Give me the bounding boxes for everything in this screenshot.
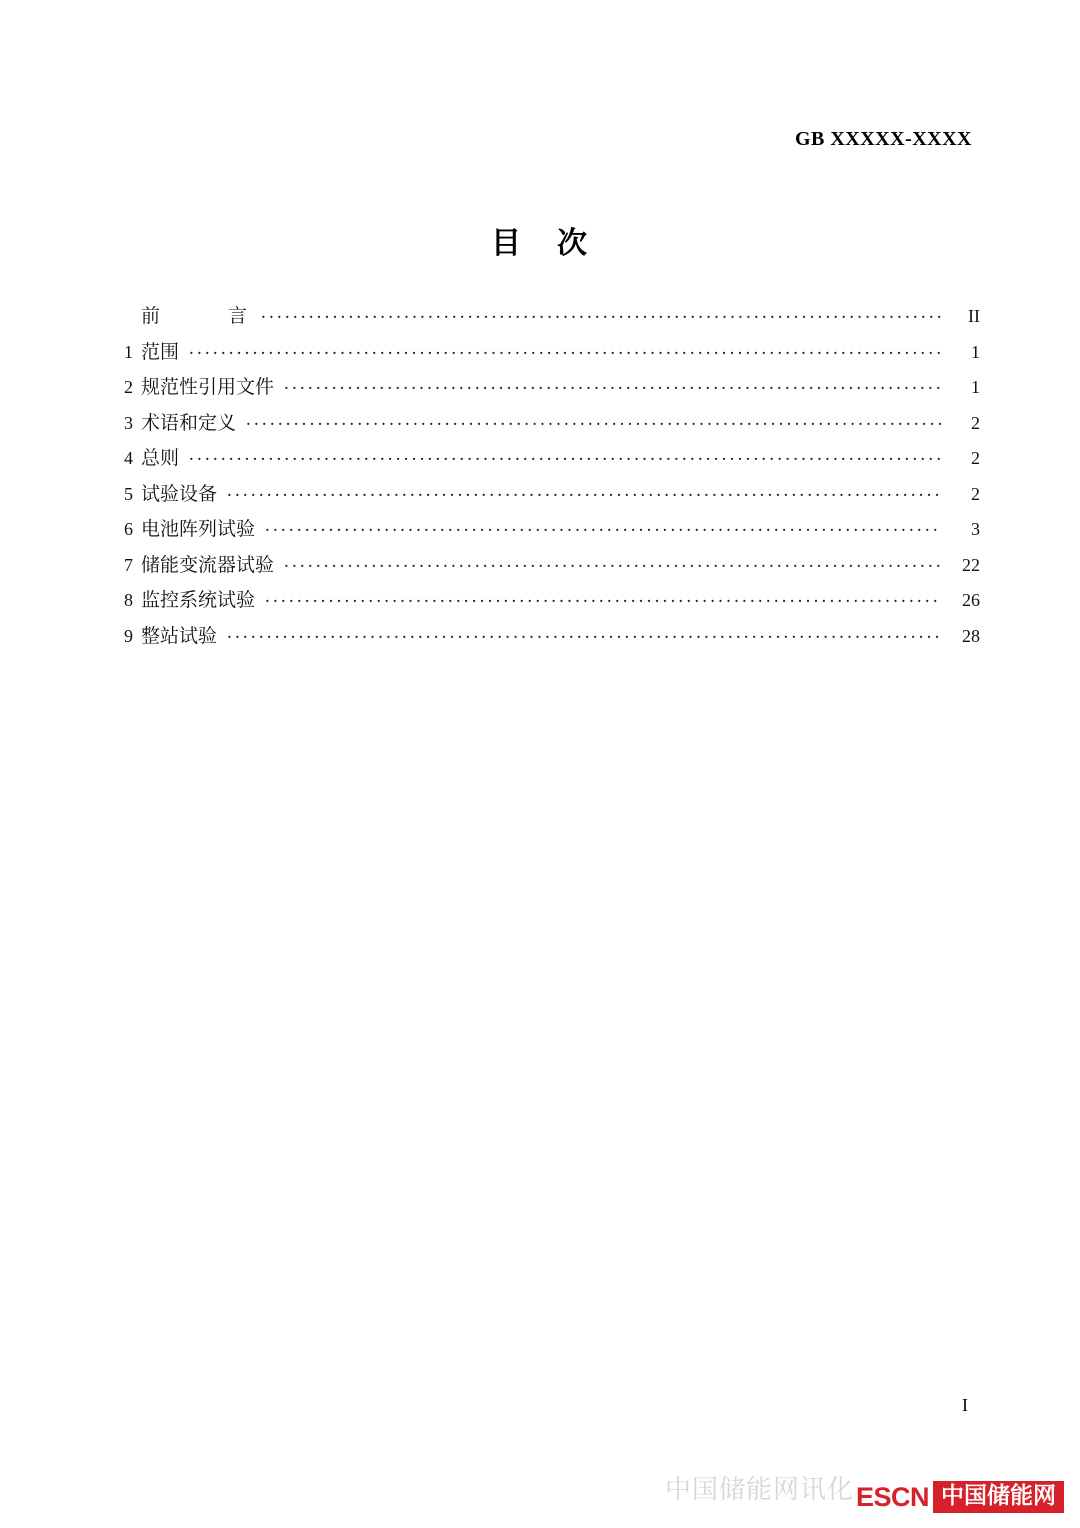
toc-entry-label: 总则 bbox=[141, 447, 180, 469]
toc-entry-number: 6 bbox=[124, 519, 133, 539]
toc-entry-label: 规范性引用文件 bbox=[141, 376, 275, 398]
watermark bbox=[664, 1474, 1064, 1520]
table-of-contents bbox=[124, 306, 980, 661]
watermark-brand-cn: 中国储能网 bbox=[933, 1481, 1064, 1513]
toc-entry-label: 前 言 bbox=[141, 305, 258, 327]
toc-entry-page: 28 bbox=[962, 625, 980, 646]
watermark-brand-latin: ESCN bbox=[855, 1481, 929, 1512]
toc-leader-dots bbox=[261, 306, 942, 322]
toc-leader-dots bbox=[227, 484, 942, 500]
toc-entry-number: 9 bbox=[124, 625, 133, 646]
toc-leader-dots bbox=[284, 555, 942, 571]
toc-leader-dots bbox=[227, 626, 942, 642]
toc-entry-4[interactable] bbox=[124, 448, 980, 468]
toc-leader-dots bbox=[284, 377, 942, 393]
toc-entry-number: 1 bbox=[124, 341, 133, 362]
toc-leader-dots bbox=[265, 590, 942, 606]
toc-entry-preface[interactable] bbox=[124, 306, 980, 326]
toc-leader-dots bbox=[189, 448, 942, 464]
toc-leader-dots bbox=[189, 342, 942, 358]
toc-entry-number: 8 bbox=[124, 590, 133, 610]
toc-entry-page: 2 bbox=[971, 448, 980, 468]
toc-entry-page: 26 bbox=[962, 590, 980, 610]
toc-entry-page: 1 bbox=[971, 341, 980, 362]
toc-entry-label: 术语和定义 bbox=[141, 411, 237, 434]
standard-code-header: GB XXXXX-XXXX bbox=[794, 128, 972, 150]
toc-entry-5[interactable] bbox=[124, 484, 980, 504]
toc-entry-label: 储能变流器试验 bbox=[141, 553, 275, 576]
toc-entry-page: 3 bbox=[971, 519, 980, 539]
toc-entry-page: 2 bbox=[971, 483, 980, 504]
toc-entry-page: 22 bbox=[962, 554, 980, 575]
toc-entry-number: 3 bbox=[124, 412, 133, 433]
toc-entry-number: 4 bbox=[124, 448, 133, 468]
page-folio-number: I bbox=[962, 1395, 968, 1415]
toc-entry-number: 7 bbox=[124, 554, 133, 575]
page-title-char-2: 次 bbox=[557, 226, 589, 261]
page-title-char-1: 目 bbox=[491, 226, 523, 261]
toc-entry-label: 范围 bbox=[141, 340, 180, 363]
toc-entry-label: 试验设备 bbox=[141, 482, 218, 505]
toc-entry-2[interactable] bbox=[124, 377, 980, 397]
watermark-ghost-text: 中国储能网讯化 bbox=[664, 1475, 854, 1505]
toc-entry-3[interactable] bbox=[124, 413, 980, 433]
toc-entry-label: 监控系统试验 bbox=[141, 589, 256, 611]
toc-leader-dots bbox=[265, 519, 942, 535]
toc-entry-page: 2 bbox=[971, 412, 980, 433]
toc-entry-label: 整站试验 bbox=[141, 624, 218, 647]
toc-entry-6[interactable] bbox=[124, 519, 980, 539]
toc-entry-label: 电池阵列试验 bbox=[141, 518, 256, 540]
page-title bbox=[0, 218, 1080, 262]
toc-entry-number: 2 bbox=[124, 377, 133, 397]
toc-entry-9[interactable] bbox=[124, 626, 980, 646]
toc-leader-dots bbox=[246, 413, 942, 429]
toc-entry-7[interactable] bbox=[124, 555, 980, 575]
toc-entry-page: II bbox=[968, 306, 980, 326]
toc-entry-8[interactable] bbox=[124, 590, 980, 610]
toc-entry-page: 1 bbox=[971, 377, 980, 397]
toc-entry-1[interactable] bbox=[124, 342, 980, 362]
toc-entry-number: 5 bbox=[124, 483, 133, 504]
